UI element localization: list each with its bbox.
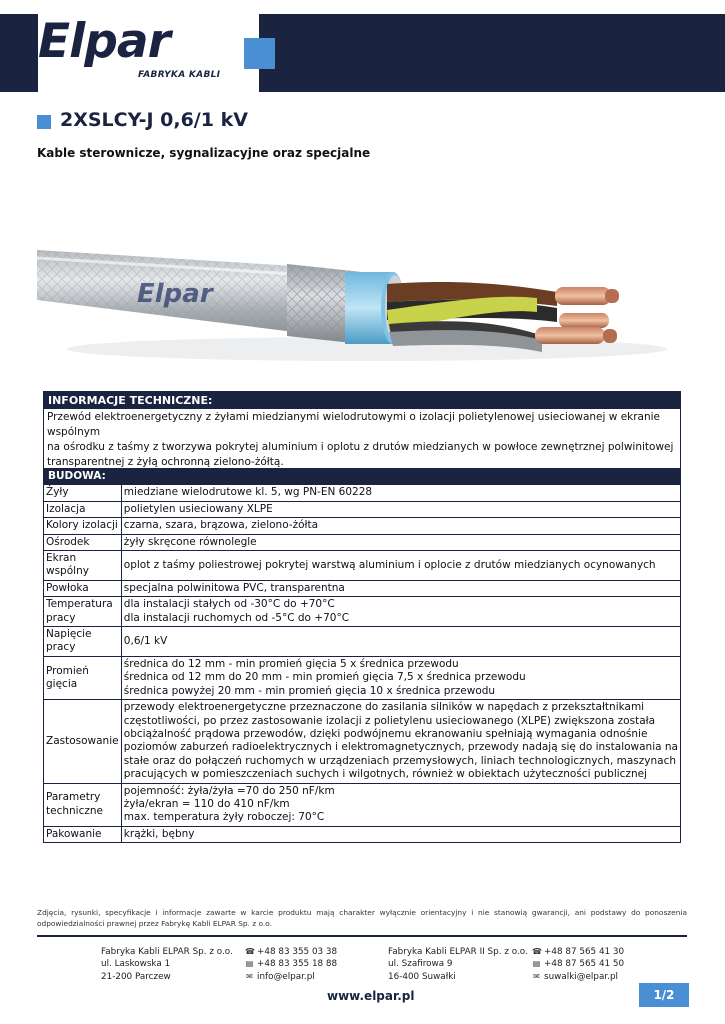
city: 21-200 Parczew: [101, 971, 171, 982]
logo-subtext: FABRYKA KABLI: [138, 70, 221, 80]
construction-value-line: poziomów zaburzeń radioelektrycznych i elektromagnetycznych, przewody nadają się do instalowania na: [123, 741, 678, 754]
construction-row: [44, 597, 681, 627]
construction-row: [44, 627, 681, 657]
construction-value-line: średnica powyżej 20 mm - min promień gięcia 10 x średnica przewodu: [123, 684, 496, 697]
construction-value-line: dla instalacji ruchomych od -5°C do +70°C: [123, 611, 350, 624]
construction-heading: BUDOWA:: [44, 469, 681, 485]
construction-row: [44, 518, 681, 534]
page-number: 1/2: [639, 983, 689, 1007]
construction-key: Zastosowanie: [44, 700, 122, 783]
construction-key: Ośrodek: [44, 534, 122, 550]
construction-value-line: miedziane wielodrutowe kl. 5, wg PN-EN 60228: [123, 486, 373, 499]
city: 16-400 Suwałki: [388, 971, 456, 982]
construction-value-line: pracujących w pomieszczeniach suchych i wilgotnych, również w obiektach użyteczności publicznej: [123, 768, 647, 781]
page-title: 2XSLCY-J 0,6/1 kV: [60, 109, 248, 131]
construction-value: [121, 485, 680, 501]
email-link[interactable]: suwalki@elpar.pl: [544, 971, 618, 982]
construction-key: Żyły: [44, 485, 122, 501]
construction-value-line: żyły skręcone równolegle: [123, 535, 257, 548]
technical-info-heading: INFORMACJE TECHNICZNE:: [44, 392, 680, 409]
construction-row: [44, 783, 681, 826]
title-bullet: [37, 115, 51, 129]
construction-key: Izolacja: [44, 501, 122, 517]
construction-key: Ekran wspólny: [44, 551, 122, 581]
construction-value-line: stałe oraz do połączeń ruchomych w urządzeniach przemysłowych, liniach technologicznych, maszynach: [123, 754, 677, 767]
construction-value: [121, 597, 680, 627]
email-link[interactable]: info@elpar.pl: [257, 971, 315, 982]
construction-value: [121, 826, 680, 842]
construction-value-line: polietylen usieciowany XLPE: [123, 502, 273, 515]
construction-value-line: częstotliwości, po przez zastosowanie izolacji z polietylenu usieciowanego (XLPE) zwiększona została: [123, 714, 656, 727]
construction-key: Powłoka: [44, 580, 122, 596]
phone-number[interactable]: +48 87 565 41 30: [544, 947, 625, 957]
construction-value-line: 0,6/1 kV: [123, 634, 168, 647]
phone-icon: ☎: [532, 947, 542, 956]
construction-key: Kolory izolacji: [44, 518, 122, 534]
construction-table: [43, 468, 681, 843]
construction-heading-row: [44, 469, 681, 485]
construction-key: Napięcie pracy: [44, 627, 122, 657]
website-link[interactable]: www.elpar.pl: [327, 989, 415, 1003]
construction-value-line: czarna, szara, brązowa, zielono-żółta: [123, 519, 319, 532]
construction-key: Parametry techniczne: [44, 783, 122, 826]
header-accent-square: [244, 38, 275, 69]
construction-value: [121, 580, 680, 596]
construction-value-line: żyła/ekran = 110 do 410 nF/km: [123, 797, 290, 810]
construction-row: [44, 700, 681, 783]
construction-row: [44, 534, 681, 550]
email-icon: ✉: [246, 971, 253, 981]
construction-value-line: max. temperatura żyły roboczej: 70°C: [123, 811, 325, 824]
street: ul. Szafirowa 9: [388, 959, 453, 970]
construction-value: [121, 518, 680, 534]
construction-value-line: specjalna polwinitowa PVC, transparentna: [123, 581, 345, 594]
cable-image: [37, 184, 687, 384]
construction-rows: [44, 485, 681, 843]
construction-value: [121, 656, 680, 699]
contact-parczew: [245, 946, 337, 983]
construction-value: [121, 534, 680, 550]
construction-row: [44, 501, 681, 517]
contact-suwalki: [532, 946, 624, 983]
logo: Elpar: [38, 14, 170, 69]
construction-key: Promień gięcia: [44, 656, 122, 699]
construction-value: [121, 551, 680, 581]
construction-row: [44, 656, 681, 699]
construction-value-line: przewody elektroenergetyczne przeznaczone do zasilania silników w napędach z przekształtnikami: [123, 701, 645, 714]
construction-value: [121, 783, 680, 826]
construction-value: [121, 700, 680, 783]
disclaimer: Zdjęcia, rysunki, specyfikacje i informacje zawarte w karcie produktu mają charakter wyłącznie orientacyjny i nie stanowią gwarancji, ani podstawy do ponoszenia odpowiedzialności prawnej przez Fabrykę Kabli ELPAR Sp. z o.o.: [37, 908, 687, 928]
address-suwalki: [388, 946, 528, 983]
phone-icon: ☎: [245, 947, 255, 956]
technical-info-line: Przewód elektroenergetyczny z żyłami miedzianymi wielodrutowymi o izolacji polietylenowej usieciowanej w ekranie wspólnym: [47, 411, 661, 438]
construction-value-line: oplot z taśmy poliestrowej pokrytej warstwą aluminium i oplocie z drutów miedzianych ocynowanych: [123, 558, 656, 571]
technical-info-text: [44, 409, 680, 473]
fax-icon: ▤: [532, 959, 541, 969]
construction-value-line: średnica do 12 mm - min promień gięcia 5 x średnica przewodu: [123, 657, 459, 670]
construction-row: [44, 826, 681, 842]
construction-value-line: średnica od 12 mm do 20 mm - min promień gięcia 7,5 x średnica przewodu: [123, 671, 526, 684]
company-name: Fabryka Kabli ELPAR Sp. z o.o.: [101, 947, 233, 957]
cable-brand-print: Elpar: [137, 279, 213, 309]
construction-value-line: dla instalacji stałych od -30°C do +70°C: [123, 598, 335, 611]
construction-key: Temperatura pracy: [44, 597, 122, 627]
street: ul. Laskowska 1: [101, 959, 171, 970]
construction-value: [121, 627, 680, 657]
fax-number: +48 83 355 18 88: [257, 959, 338, 970]
construction-value: [121, 501, 680, 517]
fax-number: +48 87 565 41 50: [544, 959, 625, 970]
construction-value-line: obciążalność prądowa przewodów, dzięki podwójnemu ekranowaniu spełniają wymagania odnośnie: [123, 727, 648, 740]
construction-key: Pakowanie: [44, 826, 122, 842]
phone-number[interactable]: +48 83 355 03 38: [257, 947, 338, 957]
email-icon: ✉: [533, 971, 540, 981]
fax-icon: ▤: [245, 959, 254, 969]
construction-value-line: pojemność: żyła/żyła =70 do 250 nF/km: [123, 784, 335, 797]
company-name: Fabryka Kabli ELPAR II Sp. z o.o.: [388, 947, 528, 957]
page-subtitle: Kable sterownicze, sygnalizacyjne oraz specjalne: [37, 146, 371, 160]
technical-info-line: transparentnej z żyłą ochronną zielono-żółtą.: [47, 456, 284, 468]
address-parczew: [101, 946, 233, 983]
technical-info-box: [43, 391, 681, 474]
construction-value-line: krążki, bębny: [123, 827, 195, 840]
construction-row: [44, 551, 681, 581]
construction-row: [44, 485, 681, 501]
technical-info-line: na ośrodku z taśmy z tworzywa pokrytej aluminium i oplotu z drutów miedzianych w powłoce zewnętrznej polwinitowej: [47, 441, 674, 453]
footer-divider: [37, 935, 687, 937]
construction-row: [44, 580, 681, 596]
